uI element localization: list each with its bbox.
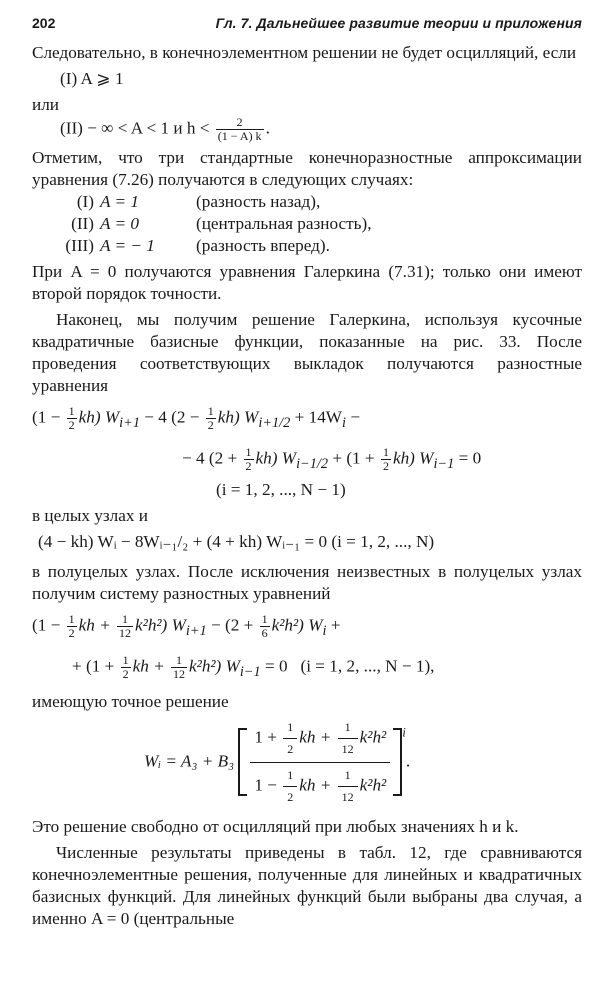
equation-3-line-1: (1 − $\frac{1}{2}$ kh + $\frac{1}{12}$ k²h²) $W_{i+1} - (2$ + $\frac{1}{6}$ k²h²) $W_i$ +	[32, 611, 341, 640]
paragraph-4: Наконец, мы получим решение Галеркина, используя кусочные квадратичные базисные функции, показанные на рис. 33. После проведения соответствующих выкладок получаются разностные уравнения	[32, 310, 582, 395]
bracket-block: 1 + $\frac{1}{2}$ kh + $\frac{1}{12}$ k²h² 1 − $\frac{1}{2}$ kh + $\frac{1}{12}$ k²h²	[238, 717, 402, 808]
equation-2: (4 − kh) Wᵢ − 8Wᵢ₋₁/₂ + (4 + kh) Wᵢ₋₁ = 0 (i = 1, 2, ..., N)	[38, 531, 435, 551]
page-number: 202	[32, 15, 56, 31]
equation-1-line-2: − 4 (2 + $\frac{1}{2}$ kh) $W_{i-1/2} + (1$ + $\frac{1}{2}$ kh) $W_{i-1} = 0$	[182, 444, 482, 473]
paragraph-6: Это решение свободно от осцилляций при любых значениях h и k.	[32, 816, 519, 836]
equation-4: Wᵢ = A₃ + B₃ 1 + $\frac{1}{2}$ kh + $\frac{1}{12}$ k²h² 1 − $\frac{1}{2}$ kh + $\frac{1}{12}$ k²h² $^i$.	[32, 717, 582, 808]
fraction: $\frac{2}{(1 - A) k}$	[217, 115, 262, 143]
paragraph-3: При A = 0 получаются уравнения Галеркина (7.31); только они имеют второй порядок точности.	[32, 262, 582, 303]
paragraph-2: Отметим, что три стандартные конечноразностные аппроксимации уравнения (7.26) получаются в следующих случаях:	[32, 148, 582, 189]
condition-2: (II) − ∞ < A < 1 и h < $\frac{2}{(1 - A) k}$ .	[60, 115, 270, 143]
equation-3-line-2: + (1 + $\frac{1}{2}$ kh + $\frac{1}{12}$ k²h²) $W_{i-1} = 0$ (i = 1, 2, ..., N − 1),	[72, 652, 435, 681]
equation-1-range: (i = 1, 2, ..., N − 1)	[216, 479, 346, 499]
paragraph-7: Численные результаты приведены в табл. 12, где сравниваются конечноэлементные решения, полученные для линейных и квадратичных базисных функций. Для линейных функций были выбраны два случая, а именно A = 0 (центральные	[32, 842, 582, 928]
paragraph-1: Следовательно, в конечноэлементном решении не будет осцилляций, если	[32, 43, 577, 62]
text-exact-solution: имеющую точное решение	[32, 691, 229, 711]
condition-1: (I) A ⩾ 1	[60, 69, 124, 88]
case-row: (I) A = 1 (разность назад),	[76, 192, 321, 211]
running-head	[32, 14, 582, 32]
equation-1-line-1: (1 − $\frac{1}{2}$ kh) $W_{i+1} - 4$ (2 − $\frac{1}{2}$ kh) $W_{i+1/2} + 14W_i$ −	[32, 404, 361, 432]
case-row: (II) A = 0 (центральная разность),	[71, 214, 372, 233]
or-word: или	[32, 95, 59, 114]
paragraph-5: в полуцелых узлах. После исключения неизвестных в полуцелых узлах получим систему разностных уравнений	[32, 561, 582, 603]
text-whole-nodes: в целых узлах и	[32, 505, 148, 525]
case-row: (III) A = − 1 (разность вперед).	[65, 236, 330, 255]
chapter-title: Гл. 7. Дальнейшее развитие теории и приложения	[215, 15, 582, 31]
cases-list	[56, 191, 582, 257]
